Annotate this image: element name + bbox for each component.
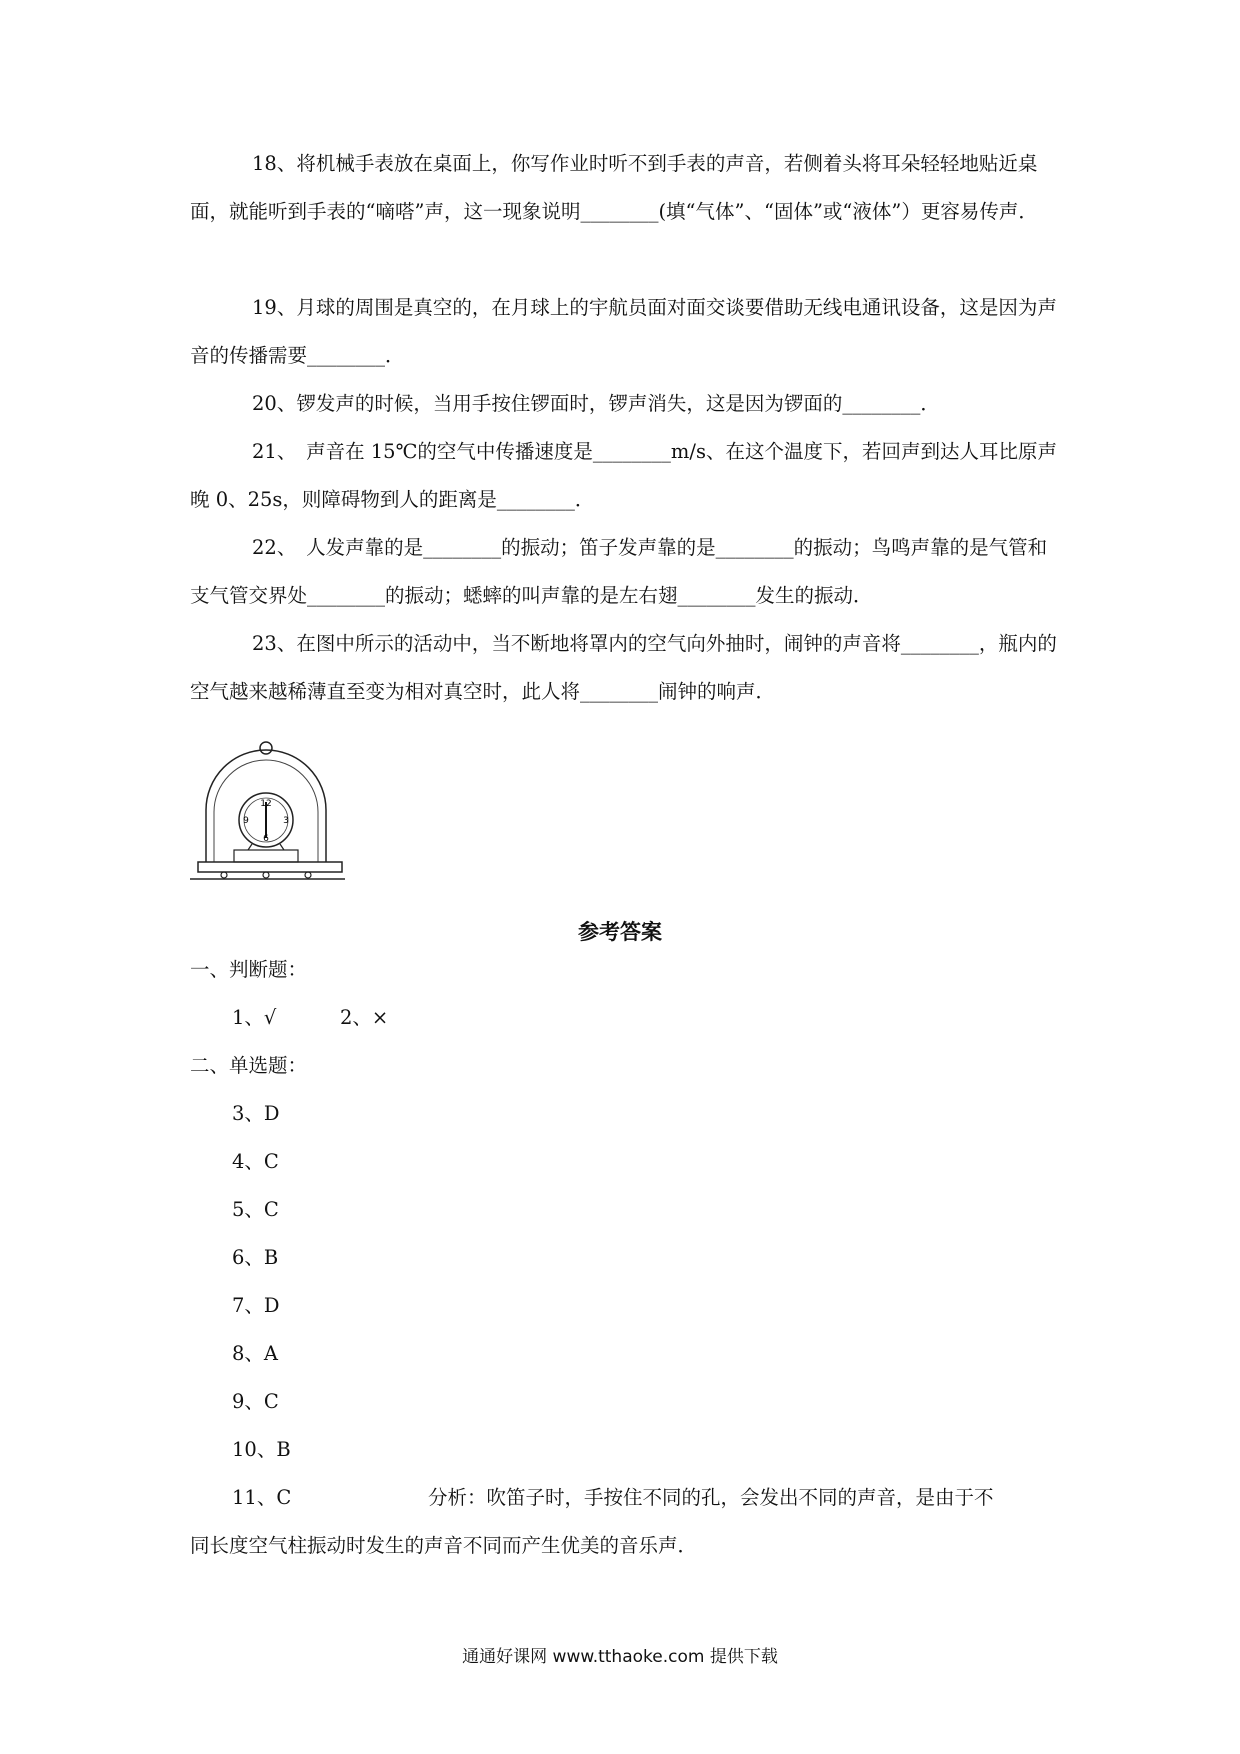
clock-number-12: 12 [260, 799, 272, 809]
answer-10: 10、B [232, 1438, 291, 1461]
answer-7: 7、D [232, 1294, 280, 1317]
question-19: 19、月球的周围是真空的，在月球上的宇航员面对面交谈要借助无线电通讯设备，这是因为声音的传播需要________． [190, 296, 1057, 367]
question-21: 21、 声音在 15℃的空气中传播速度是________m/s、在这个温度下，若回声到达人耳比原声晚 0、25s，则障碍物到人的距离是________． [190, 440, 1057, 511]
answer-11-analysis-line2: 同长度空气柱振动时发生的声音不同而产生优美的音乐声． [190, 1534, 698, 1557]
question-18: 18、将机械手表放在桌面上，你写作业时听不到手表的声音，若侧着头将耳朵轻轻地贴近桌面，就能听到手表的“嘀嗒”声，这一现象说明________(填“气体”、“固体”或“液体”）更容易传声． [190, 152, 1038, 223]
question-22: 22、 人发声靠的是________的振动；笛子发声靠的是________的振动；鸟鸣声靠的是气管和支气管交界处________的振动；蟋蟀的叫声靠的是左右翅________发生的振动． [190, 536, 1048, 607]
answer-key-title: 参考答案 [578, 920, 662, 944]
bell-jar-clock-figure [190, 738, 350, 898]
footer-source: 通通好课网 www.tthaoke.com 提供下载 [462, 1647, 778, 1667]
clock-number-9: 9 [243, 816, 249, 826]
question-20: 20、锣发声的时候，当用手按住锣面时，锣声消失，这是因为锣面的________． [252, 392, 940, 415]
answer-3: 3、D [232, 1102, 280, 1125]
answer-8: 8、A [232, 1342, 278, 1365]
section-choice-heading: 二、单选题： [190, 1054, 308, 1077]
answer-11-analysis-line1: 分析：吹笛子时，手按住不同的孔，会发出不同的声音，是由于不 [428, 1486, 994, 1509]
answer-2: 2、× [340, 1006, 389, 1029]
clock-number-3: 3 [283, 816, 289, 826]
answer-6: 6、B [232, 1246, 279, 1269]
question-23: 23、在图中所示的活动中，当不断地将罩内的空气向外抽时，闹钟的声音将________，瓶内的空气越来越稀薄直至变为相对真空时，此人将________闹钟的响声． [190, 632, 1057, 703]
clock-number-6: 6 [263, 834, 269, 844]
answer-4: 4、C [232, 1150, 279, 1173]
section-judge-heading: 一、判断题： [190, 958, 308, 981]
answer-11: 11、C [232, 1486, 292, 1509]
answer-1: 1、√ [232, 1006, 277, 1029]
answer-9: 9、C [232, 1390, 279, 1413]
answer-5: 5、C [232, 1198, 279, 1221]
